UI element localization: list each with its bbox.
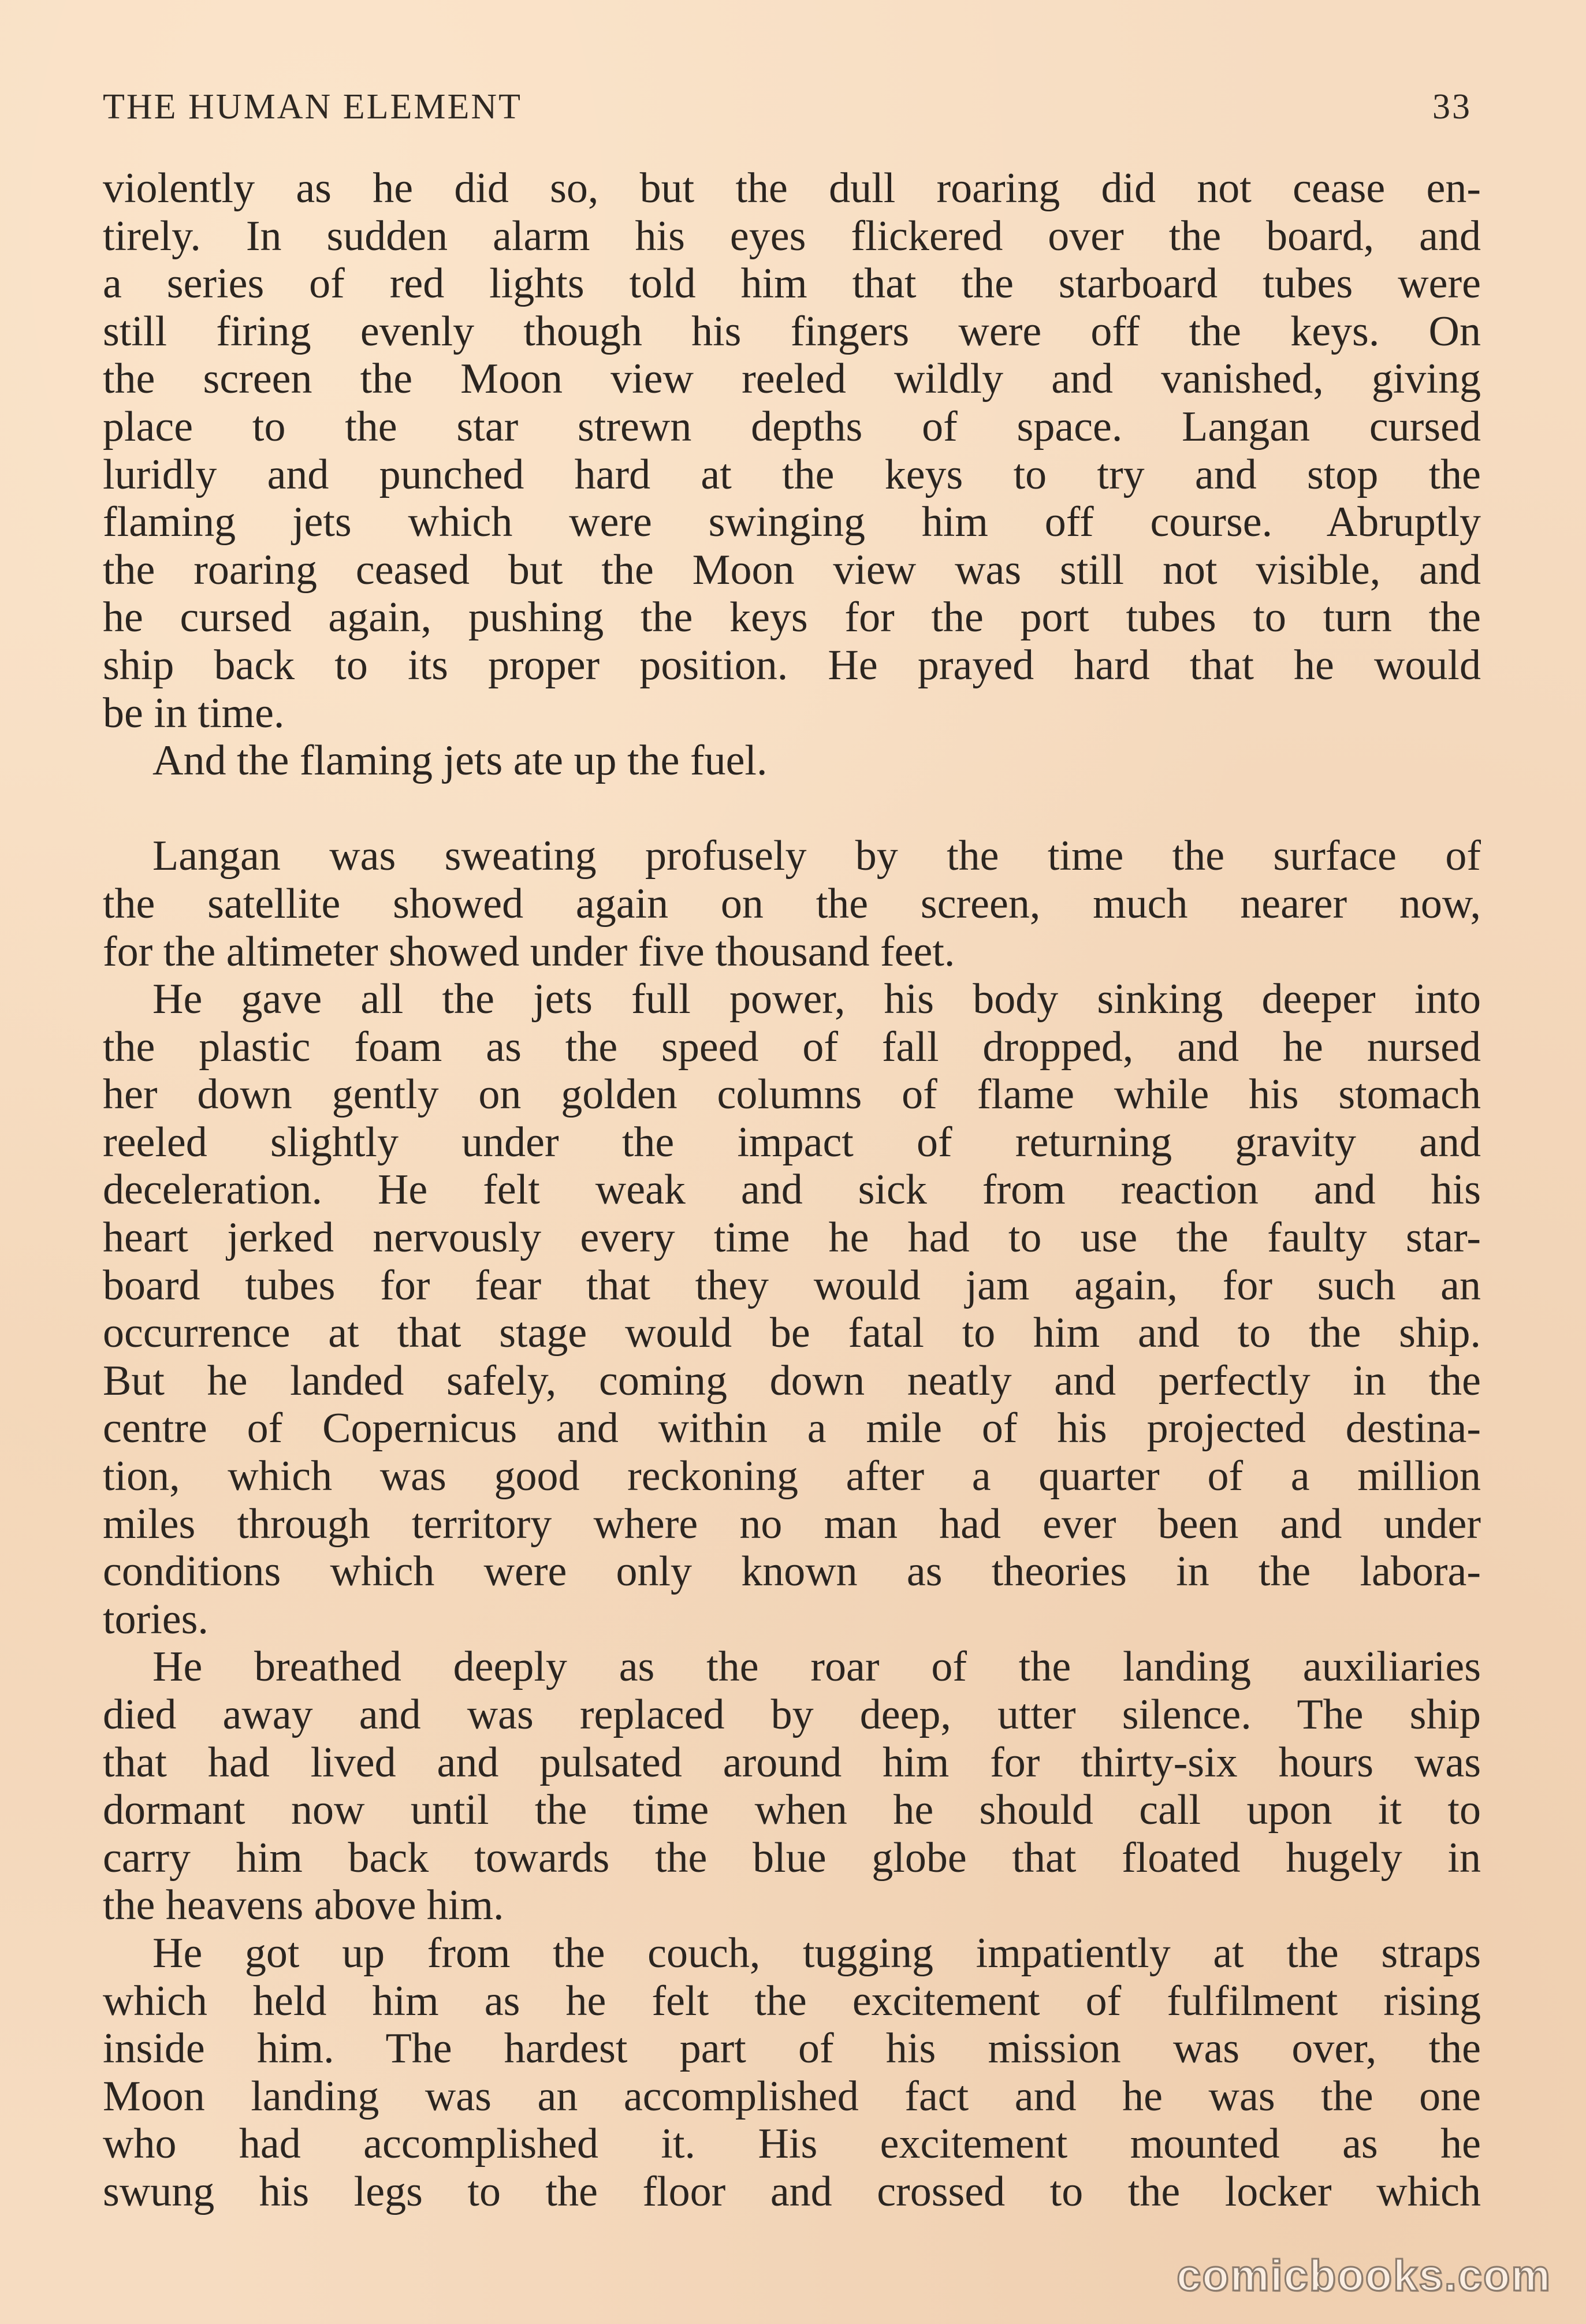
text-line: the heavens above him. bbox=[103, 1882, 504, 1930]
text-line: her down gently on golden columns of flame while his stomach bbox=[103, 1071, 1481, 1119]
text-line: dormant now until the time when he should call upon it to bbox=[103, 1786, 1481, 1834]
text-line: conditions which were only known as theories in the labora- bbox=[103, 1548, 1481, 1596]
text-line: tories. bbox=[103, 1595, 209, 1643]
text-line: the screen the Moon view reeled wildly and vanished, giving bbox=[103, 355, 1481, 403]
text-line: carry him back towards the blue globe that floated hugely in bbox=[103, 1834, 1481, 1882]
text-line: swung his legs to the floor and crossed to the locker which bbox=[103, 2167, 1481, 2215]
text-line: inside him. The hardest part of his mission was over, the bbox=[103, 2025, 1481, 2073]
section-break bbox=[103, 785, 1481, 833]
text-line: He got up from the couch, tugging impatiently at the straps bbox=[152, 1929, 1481, 1977]
body-text bbox=[103, 165, 1481, 2216]
text-line: tion, which was good reckoning after a quarter of a million bbox=[103, 1452, 1481, 1500]
text-line: still firing evenly though his fingers were off the keys. On bbox=[103, 307, 1481, 355]
text-line: which held him as he felt the excitement of fulfilment rising bbox=[103, 1977, 1481, 2025]
text-line: miles through territory where no man had ever been and under bbox=[103, 1500, 1481, 1548]
text-line: the satellite showed again on the screen, much nearer now, bbox=[103, 880, 1481, 928]
text-line: He gave all the jets full power, his body sinking deeper into bbox=[152, 975, 1481, 1023]
text-line: Langan was sweating profusely by the time the surface of bbox=[152, 832, 1481, 880]
text-line: for the altimeter showed under five thousand feet. bbox=[103, 928, 955, 975]
text-line: a series of red lights told him that the starboard tubes were bbox=[103, 260, 1481, 308]
text-line: And the flaming jets ate up the fuel. bbox=[152, 737, 768, 785]
text-line: died away and was replaced by deep, utter silence. The ship bbox=[103, 1691, 1481, 1738]
text-line: heart jerked nervously every time he had to use the faulty star- bbox=[103, 1214, 1481, 1262]
running-head bbox=[103, 87, 1472, 139]
text-line: ship back to its proper position. He prayed hard that he would bbox=[103, 641, 1481, 689]
text-line: the plastic foam as the speed of fall dropped, and he nursed bbox=[103, 1023, 1481, 1071]
text-line: tirely. In sudden alarm his eyes flickered over the board, and bbox=[103, 212, 1481, 260]
text-line: centre of Copernicus and within a mile of his projected destina- bbox=[103, 1405, 1481, 1452]
text-line: reeled slightly under the impact of returning gravity and bbox=[103, 1118, 1481, 1166]
page-number: 33 bbox=[1432, 87, 1472, 126]
text-line: the roaring ceased but the Moon view was still not visible, and bbox=[103, 546, 1481, 594]
text-line: He breathed deeply as the roar of the landing auxiliaries bbox=[152, 1643, 1481, 1691]
text-line: occurrence at that stage would be fatal to him and to the ship. bbox=[103, 1309, 1481, 1357]
running-title: THE HUMAN ELEMENT bbox=[103, 87, 523, 126]
text-line: deceleration. He felt weak and sick from reaction and his bbox=[103, 1166, 1481, 1214]
text-line: Moon landing was an accomplished fact and he was the one bbox=[103, 2072, 1481, 2120]
text-line: violently as he did so, but the dull roaring did not cease en- bbox=[103, 165, 1481, 212]
text-line: that had lived and pulsated around him for thirty-six hours was bbox=[103, 1738, 1481, 1786]
text-line: who had accomplished it. His excitement mounted as he bbox=[103, 2120, 1481, 2168]
text-line: be in time. bbox=[103, 689, 285, 737]
text-line: board tubes for fear that they would jam again, for such an bbox=[103, 1261, 1481, 1309]
text-line: luridly and punched hard at the keys to try and stop the bbox=[103, 450, 1481, 498]
text-line: place to the star strewn depths of space. Langan cursed bbox=[103, 403, 1481, 450]
watermark-logo: comicbooks.com bbox=[1177, 2251, 1551, 2300]
text-line: flaming jets which were swinging him off course. Abruptly bbox=[103, 498, 1481, 546]
text-line: But he landed safely, coming down neatly and perfectly in the bbox=[103, 1357, 1481, 1405]
text-line: he cursed again, pushing the keys for the port tubes to turn the bbox=[103, 594, 1481, 642]
